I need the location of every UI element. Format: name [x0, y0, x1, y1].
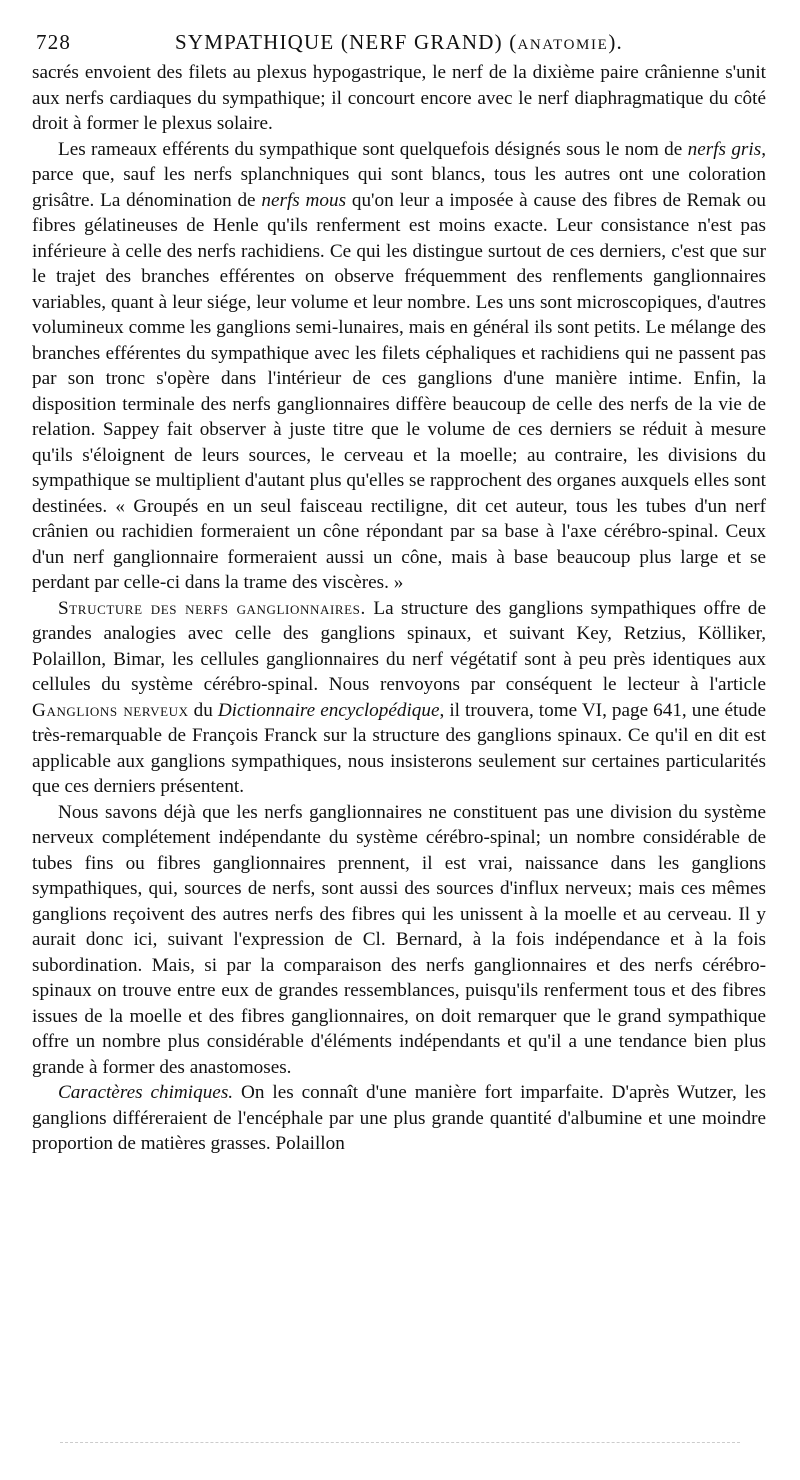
text-run: , il trouvera, tome VI, page 641, une étude très-remarquable de François Franck sur la structure des ganglions spinaux. Ce qu'il en dit est applicable aux ganglions sympathiques, nous insisterons seulement sur certaines particularités que ces derniers présentent.: [32, 699, 767, 797]
text-run: La structure des ganglions sympathiques offre de grandes analogies avec celle des ganglions spinaux, et suivant Key, Retzius, Kölliker, Polaillon, Bimar, les cellules ganglionnaires du nerf végétatif sont à peu près identiques aux cellules du système cérébro-spinal. Nous renvoyons par conséquent le lecteur à l'article: [32, 597, 766, 695]
text-run: du: [188, 699, 218, 721]
paragraph-independence: Nous savons déjà que les nerfs ganglionnaires ne constituent pas une division du système nerveux complétement indépendante du système cérébro-spinal; un nombre considérable de tubes fins ou fibres ganglionnaires prennent, il est vrai, naissance dans les ganglions sympathiques, qui, sources de nerfs, sont aussi des sources d'influx nerveux; mais ces mêmes ganglions reçoivent des autres nerfs des fibres qui les unissent à la moelle et au cerveau. Il y aurait donc ici, suivant l'expression de Cl. Bernard, à la fois indépendance et à la fois subordination. Mais, si par la comparaison des nerfs ganglionnaires et des nerfs cérébro-spinaux on trouve entre eux de grandes ressemblances, puisqu'ils renferment tous et des fibres issues de la moelle et des fibres ganglionnaires, on doit remarquer que le grand sympathique offre un nombre plus considérable d'éléments indépendants et qu'il a une tendance bien plus grande à former des anastomoses.: [32, 801, 766, 1078]
text-run: On les connaît d'une manière fort imparfaite. D'après Wutzer, les ganglions différeraient de l'encéphale par une plus grande quantité d'albumine et une moindre proportion de matières grasses. Polaillon: [32, 1082, 767, 1154]
page-number: 728: [36, 30, 72, 54]
paragraph-structure: [32, 596, 766, 800]
article-body: [32, 60, 766, 1157]
section-heading-chemical: Caractères chimiques.: [58, 1082, 234, 1103]
running-header: [32, 30, 766, 60]
text-run: Les rameaux efférents du sympathique sont quelquefois désignés sous le nom de: [58, 138, 688, 160]
section-heading-structure: Structure des nerfs ganglionnaires.: [58, 597, 366, 619]
cross-reference-article: Ganglions nerveux: [32, 699, 189, 721]
book-page: [32, 30, 766, 1157]
text-run: qu'on leur a imposée à cause des fibres de Remak ou fibres gélatineuses de Henle qu'ils renferment est moins exacte. Leur consistance n'est pas inférieure à celle des nerfs rachidiens. Ce qui les distingue surtout de ces derniers, c'est que sur le trajet des branches efférentes on observe fréquemment des renflements ganglionnaires variables, quant à leur siége, leur volume et leur nombre. Les uns sont microscopiques, d'autres volumineux comme les ganglions semi-lunaires, mais en général ils sont petits. Le mélange des branches efférentes du sympathique avec les filets céphaliques et rachidiens qui ne passent pas par son tronc s'opère dans l'intérieur de ces ganglions d'une manière intime. Enfin, la disposition terminale des nerfs ganglionnaires diffère beaucoup de celle des nerfs de la vie de relation. Sappey fait observer à juste titre que le volume de ces derniers se réduit à mesure qu'ils s'éloignent de leurs sources, le cerveau et la moelle; au contraire, les divisions du sympathique se multiplient d'autant plus qu'elles se rapprochent des organes auxquels elles sont destinées. « Groupés en un seul faisceau rectiligne, dit cet auteur, tous les tubes d'un nerf crânien ou rachidien formeraient un cône répondant par sa base à l'axe cérébro-spinal. Ceux d'un nerf ganglionnaire formeraient aussi un cône, mais à base beaucoup plus large et se perdant par celle-ci dans la trame des viscères. »: [32, 189, 766, 593]
italic-term-nerfs-gris: nerfs gris: [687, 138, 762, 160]
italic-term-nerfs-mous: nerfs mous: [261, 189, 347, 211]
text-run: , parce que, sauf les nerfs splanchniques qui sont blancs, tous les autres ont une coloration grisâtre. La dénomination de: [32, 138, 766, 211]
paragraph-chemical: [32, 1080, 766, 1157]
running-title-end: ).: [608, 30, 624, 54]
running-title-main: SYMPATHIQUE (NERF GRAND) (: [174, 30, 518, 54]
running-title: [32, 30, 766, 55]
paragraph-continued: sacrés envoient des filets au plexus hypogastrique, le nerf de la dixième paire crânienne s'unit aux nerfs cardiaques du sympathique; il concourt encore avec le nerf diaphragmatique du côté droit à former le plexus solaire.: [32, 62, 766, 134]
running-title-subject: anatomie: [517, 30, 609, 54]
paragraph-efferent-branches: [32, 137, 766, 596]
italic-title-dictionnaire: Dictionnaire encyclopédique: [217, 699, 440, 721]
footer-rule: [60, 1442, 740, 1443]
